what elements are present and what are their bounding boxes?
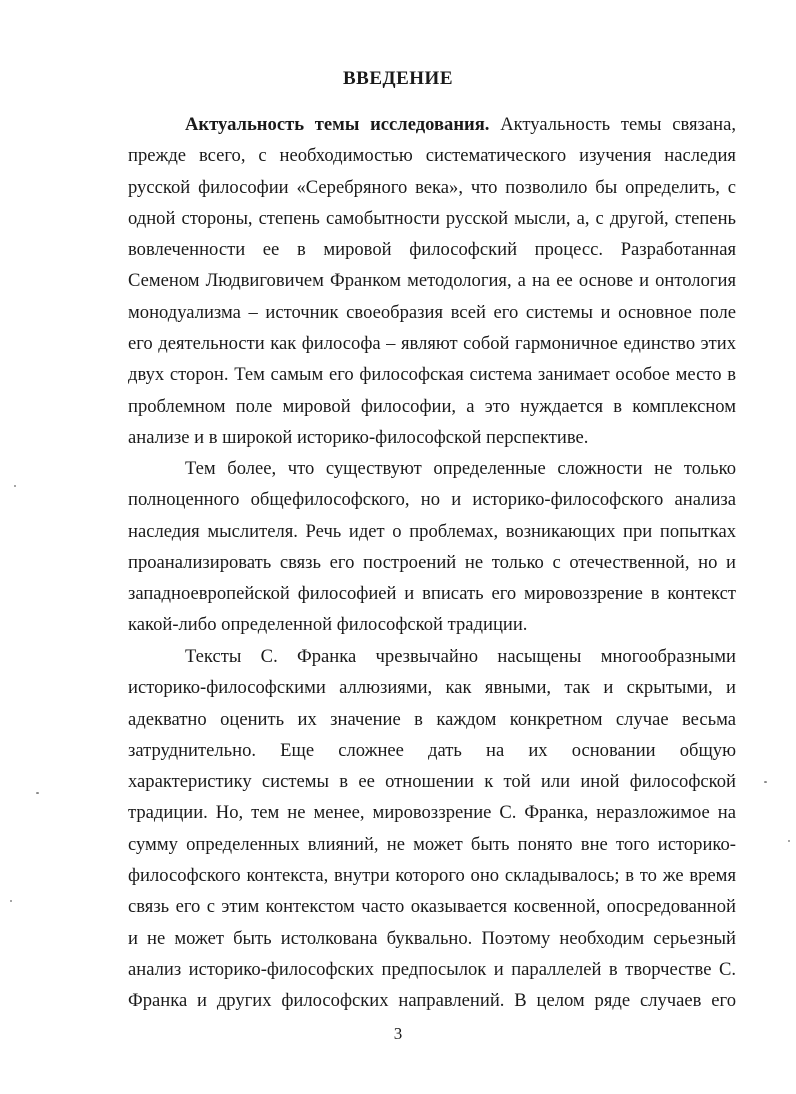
text-line: наследия мыслителя. Речь идет о проблемах, возникающих при попытках xyxy=(128,520,736,542)
scan-speck xyxy=(36,792,39,794)
text-line: Франка и других философских направлений. В целом ряде случаев его xyxy=(128,990,736,1012)
text-line: анализе и в широкой историко-философской перспективе. xyxy=(128,426,589,448)
text-line: двух сторон. Тем самым его философская система занимает особое место в xyxy=(128,364,736,386)
text-line: традиции. Но, тем не менее, мировоззрение С. Франка, неразложимое на xyxy=(128,802,736,824)
text-line: анализ историко-философских предпосылок и параллелей в творчестве С. xyxy=(128,958,736,980)
text-line: Тексты С. Франка чрезвычайно насыщены многообразными xyxy=(185,646,736,667)
text-line: вовлеченности ее в мировой философский процесс. Разработанная xyxy=(128,239,736,261)
text-line: сумму определенных влияний, не может быть понято вне того историко- xyxy=(128,833,736,855)
text-line: его деятельности как философа – являют собой гармоничное единство этих xyxy=(128,333,736,355)
text-line: полноценного общефилософского, но и историко-философского анализа xyxy=(128,489,736,511)
text-line: Актуальность темы исследования. Актуальность темы связана, xyxy=(185,114,736,135)
scan-speck xyxy=(10,900,12,902)
text-line: затруднительно. Еще сложнее дать на их основании общую xyxy=(128,739,736,761)
text-line: какой-либо определенной философской традиции. xyxy=(128,614,528,636)
text-line: одной стороны, степень самобытности русской мысли, а, с другой, степень xyxy=(128,207,736,229)
text-line: Семеном Людвиговичем Франком методология, а на ее основе и онтология xyxy=(128,270,736,292)
text-line: монодуализма – источник своеобразия всей его системы и основное поле xyxy=(128,301,736,323)
paragraph-difficulties xyxy=(128,453,736,641)
scan-speck xyxy=(14,485,16,487)
text-line: русской философии «Серебряного века», что позволило бы определить, с xyxy=(128,176,736,198)
text-line: философского контекста, внутри которого оно складывалось; в то же время xyxy=(128,865,736,887)
section-lead: Актуальность темы исследования. xyxy=(185,114,490,135)
text-line: прежде всего, с необходимостью систематического изучения наследия xyxy=(128,145,736,167)
text-line: западноевропейской философией и вписать его мировоззрение в контекст xyxy=(128,583,736,605)
scan-speck xyxy=(788,840,790,842)
scan-speck xyxy=(764,781,767,783)
page-title: ВВЕДЕНИЕ xyxy=(343,68,453,89)
text-line: адекватно оценить их значение в каждом конкретном случае весьма xyxy=(128,708,736,730)
paragraph-frank-texts xyxy=(128,641,736,1017)
text-line: связь его с этим контекстом часто оказывается косвенной, опосредованной xyxy=(128,896,736,918)
text-line: проанализировать связь его построений не только с отечественной, но и xyxy=(128,551,736,573)
text-line: и не может быть истолкована буквально. Поэтому необходим серьезный xyxy=(128,927,736,949)
text-line: историко-философскими аллюзиями, как явными, так и скрытыми, и xyxy=(128,677,736,699)
paragraph-relevance xyxy=(128,109,736,453)
text-line: проблемном поле мировой философии, а это нуждается в комплексном xyxy=(128,395,736,417)
page-number: 3 xyxy=(393,1024,403,1043)
text-line: Тем более, что существуют определенные сложности не только xyxy=(185,458,736,479)
text-line: характеристику системы в ее отношении к той или иной философской xyxy=(128,771,736,793)
